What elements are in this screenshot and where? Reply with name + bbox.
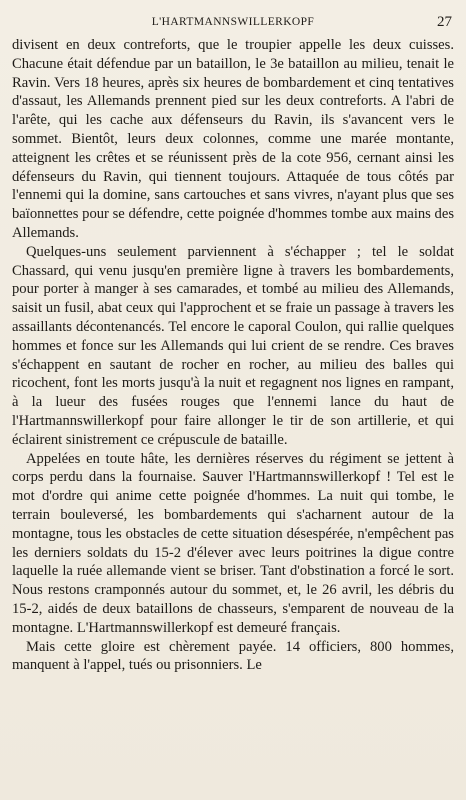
paragraph-3: Appelées en toute hâte, les dernières réserves du régiment se jettent à corps perdu dans la fournaise. Sauver l'Hartmannswillerkopf ! Tel est le mot d'ordre qui anime cette poignée d'hommes. La nuit qui tombe, le terrain bouleversé, les bombardements qui s'acharnent autour de la montagne, tous les obstacles de cette situation désespérée, n'empêchent pas les derniers soldats du 15-2 d'élever avec leurs poitrines la digue contre laquelle la ruée allemande vient se briser. Tant d'obstination a forcé le sort. Nous restons cramponnés autour du sommet, et, le 26 avril, les débris du 15-2, aidés de deux bataillons de chasseurs, s'emparent de nouveau de la montagne. L'Hartmannswillerkopf est demeuré français. xyxy=(12,450,454,636)
running-title: L'HARTMANNSWILLERKOPF xyxy=(151,16,315,28)
running-header xyxy=(12,12,454,34)
page-number: 27 xyxy=(437,14,452,30)
paragraph-2: Quelques-uns seulement parviennent à s'échapper ; tel le soldat Chassard, qui venu jusqu'en première ligne à travers les bombardements, pour porter à manger à ses camarades, et tombé au milieu des Allemands, saisit un fusil, abat ceux qui l'approchent et se fraie un passage à travers les assaillants décontenancés. Tel encore le caporal Coulon, qui rallie quelques hommes et fonce sur les Allemands qui lui crient de se rendre. Ces braves s'échappent en sautant de rocher en rocher, au milieu des balles qui ricochent, font les morts jusqu'à la nuit et regagnent nos lignes en rampant, à la lueur des fusées rouges que l'ennemi lance du haut de l'Hartmannswillerkopf pour faire allonger le tir de son artillerie, et qui éclairent sinistrement ce crépuscule de bataille. xyxy=(12,243,454,448)
paragraph-1: divisent en deux contreforts, que le troupier appelle les deux cuisses. Chacune était défendue par un bataillon, le 3e bataillon au milieu, tenait le Ravin. Vers 18 heures, après six heures de bombardement et cinq tentatives d'assaut, les Allemands prennent pied sur les deux contreforts. A l'abri de l'arête, qui les cache aux défenseurs du Ravin, ils s'avancent vers le sommet. Bientôt, leurs deux colonnes, comme une marée montante, atteignent les crêtes et se réunissent près de la cote 956, cernant ainsi les défenseurs du Ravin, qui tiennent toujours. Attaquée de tous côtés par l'ennemi qui la domine, sans cartouches et sans vivres, n'ayant plus que ses baïonnettes pour se défendre, cette poignée d'hommes tombe aux mains des Allemands. xyxy=(12,37,454,241)
body-text xyxy=(12,36,454,675)
paragraph-4: Mais cette gloire est chèrement payée. 14 officiers, 800 hommes, manquent à l'appel, tués ou prisonniers. Le xyxy=(12,638,454,674)
